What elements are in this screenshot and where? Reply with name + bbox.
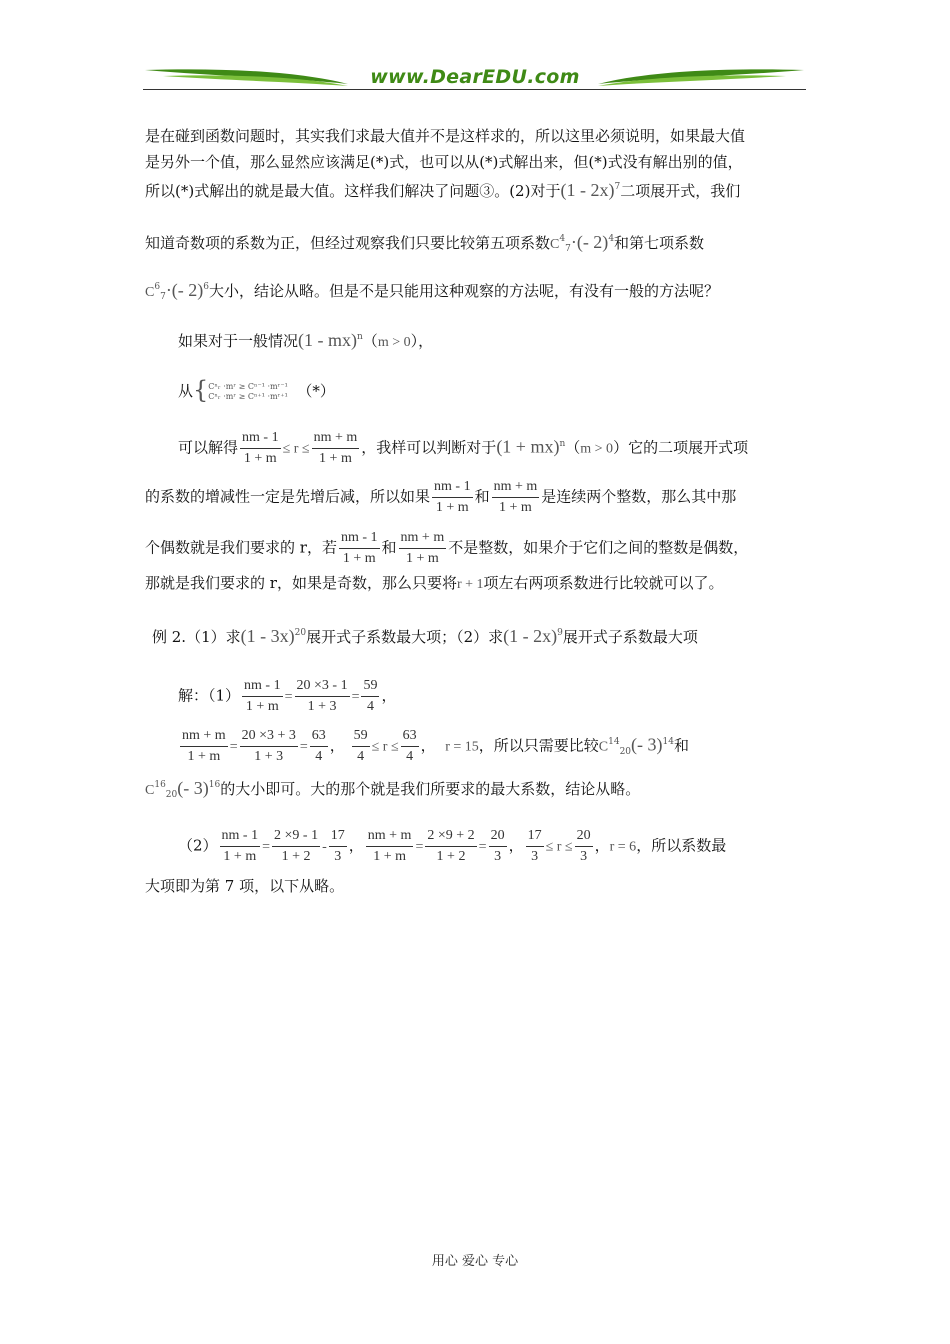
text: 项左右两项系数进行比较就可以了。 (483, 574, 724, 592)
denominator: 3 (494, 849, 502, 864)
text-line (145, 232, 704, 256)
text: 所以(*)式解出的就是最大值。这样我们解决了问题③。(2)对于 (145, 182, 561, 200)
denominator: 1 + m (499, 500, 532, 515)
fraction (352, 726, 370, 767)
text: 从 (178, 382, 194, 400)
text-line (145, 280, 719, 304)
text: （ (565, 438, 581, 457)
denominator: 1 + 2 (281, 849, 311, 864)
numerator: 63 (310, 726, 328, 747)
text: 展开式子系数最大项；（2）求 (306, 628, 504, 646)
math-combination: C (550, 237, 560, 252)
text-line (178, 330, 433, 354)
fraction (399, 528, 447, 569)
denominator: 3 (334, 849, 342, 864)
math-exponent: n (357, 332, 363, 342)
text: ）它的二项展开式项 (613, 438, 749, 457)
solution-line (178, 726, 689, 767)
numerator: nm + m (180, 726, 228, 747)
text: 和 (673, 736, 689, 755)
text-line (145, 573, 724, 595)
math-expression: (1 - mx) (298, 330, 357, 350)
text: 可以解得 (178, 438, 239, 457)
header-rule (143, 89, 806, 90)
denominator: 1 + m (223, 849, 257, 864)
fraction (295, 676, 350, 717)
text: ， (381, 686, 397, 705)
numerator: nm - 1 (242, 676, 283, 697)
numerator: nm - 1 (240, 428, 281, 449)
numerator: nm - 1 (220, 826, 261, 847)
math-expression: (- 3) (177, 778, 209, 798)
denominator: 1 + m (187, 749, 221, 764)
math-exponent: 20 (294, 628, 307, 638)
text: ）， (410, 332, 434, 350)
system-brace: { (193, 376, 209, 404)
text: （ (362, 332, 378, 350)
text: ， (508, 836, 524, 855)
math-expression: ·(- 2) (570, 232, 609, 252)
text: 展开式子系数最大项 (562, 628, 698, 646)
inequality-system (208, 382, 288, 402)
text: ， (594, 836, 610, 855)
math-exponent: 7 (614, 182, 621, 192)
text: 如果对于一般情况 (178, 332, 299, 350)
numerator: 20 ×3 + 3 (240, 726, 298, 747)
denominator: 4 (406, 749, 414, 764)
math-subscript: 7 (160, 292, 166, 302)
text: ，所以系数最 (636, 836, 727, 855)
denominator: 4 (357, 749, 365, 764)
fraction (242, 676, 283, 717)
math-expression: r = 15 (445, 739, 479, 755)
fraction (526, 826, 544, 867)
math-expression: ≤ r ≤ (545, 839, 573, 855)
text: （*） (297, 382, 335, 400)
numerator: 17 (526, 826, 544, 847)
denominator: 1 + m (319, 451, 352, 466)
math-operator: = (415, 839, 424, 855)
fraction (329, 826, 347, 867)
numerator: nm + m (366, 826, 414, 847)
denominator: 1 + 3 (254, 749, 284, 764)
denominator: 1 + m (435, 500, 469, 515)
denominator: 3 (580, 849, 588, 864)
text-line: 是在碰到函数问题时，其实我们求最大值并不是这样求的，所以这里必须说明，如果最大值 (145, 127, 746, 145)
math-expression: r + 1 (456, 577, 484, 592)
math-superscript: 16 (154, 780, 166, 790)
numerator: nm - 1 (339, 528, 380, 549)
text: 和 (474, 487, 490, 506)
math-operator: - (322, 839, 327, 855)
site-logo-text: www.DearEDU.com (370, 66, 580, 88)
math-exponent: 16 (208, 780, 221, 790)
math-expression: r = 6 (609, 839, 637, 855)
solution-line (178, 676, 397, 717)
text: 大小，结论从略。但是不是只能用这种观察的方法呢，有没有一般的方法呢？ (209, 282, 720, 300)
fraction (180, 726, 228, 767)
solution-line (145, 778, 640, 802)
math-combination: C (145, 285, 155, 300)
denominator: 3 (531, 849, 539, 864)
inequality-row: Cⁿᵣ ·mʳ ≥ Cⁿ⁻¹ ·mʳ⁻¹ (208, 382, 288, 391)
fraction (489, 826, 507, 867)
math-expression: m > 0 (580, 441, 614, 457)
fraction (312, 428, 360, 469)
math-superscript: 6 (154, 282, 161, 292)
math-operator: = (478, 839, 487, 855)
text: 不是整数，如果介于它们之间的整数是偶数， (448, 538, 749, 557)
math-subscript: 20 (619, 746, 632, 757)
numerator: 59 (352, 726, 370, 747)
numerator: nm + m (312, 428, 360, 449)
text: 二项展开式，我们 (620, 182, 741, 200)
fraction (361, 676, 379, 717)
text: ， (420, 736, 436, 755)
math-operator: = (351, 689, 360, 705)
text: ，所以只需要比较 (478, 736, 599, 755)
math-exponent: 4 (608, 234, 615, 244)
denominator: 1 + m (245, 699, 279, 714)
math-exponent: 9 (557, 628, 563, 638)
denominator: 1 + 2 (436, 849, 466, 864)
fraction (240, 428, 281, 469)
denominator: 4 (315, 749, 323, 764)
fraction (272, 826, 320, 867)
numerator: 20 (489, 826, 507, 847)
numerator: 2 ×9 + 2 (425, 826, 476, 847)
text: ， (348, 836, 364, 855)
fraction (425, 826, 476, 867)
denominator: 1 + m (342, 551, 376, 566)
text: 的系数的增减性一定是先增后减，所以如果 (145, 487, 431, 506)
text-line (145, 477, 736, 518)
fraction (220, 826, 261, 867)
fraction (310, 726, 328, 767)
math-subscript: 20 (165, 790, 178, 800)
math-expression: (1 + mx) (496, 436, 560, 457)
page-header (143, 64, 806, 94)
math-superscript: 14 (608, 736, 620, 747)
fraction (240, 726, 298, 767)
text: 的大小即可。大的那个就是我们所要求的最大系数，结论从略。 (220, 780, 641, 798)
text-line (145, 180, 740, 204)
math-operator: = (299, 739, 308, 755)
denominator: 1 + 3 (307, 699, 337, 714)
numerator: 20 (575, 826, 593, 847)
math-expression: m > 0 (377, 335, 411, 350)
text: 解：（1） (178, 686, 241, 705)
math-combination: C (145, 783, 155, 798)
text-line (145, 528, 748, 569)
fraction (366, 826, 414, 867)
text: 知道奇数项的系数为正，但经过观察我们只要比较第五项系数 (145, 234, 551, 252)
numerator: 59 (361, 676, 379, 697)
numerator: nm + m (399, 528, 447, 549)
math-expression: ·(- 2) (165, 280, 204, 300)
denominator: 4 (366, 699, 374, 714)
math-expression: ≤ r ≤ (371, 739, 399, 755)
fraction (401, 726, 419, 767)
text: （2） (178, 836, 218, 855)
text-line: 是另外一个值，那么显然应该满足(*)式，也可以从(*)式解出来，但(*)式没有解出别的值， (145, 153, 743, 171)
fraction (432, 477, 473, 518)
math-combination: C (598, 739, 609, 755)
text: 和第七项系数 (614, 234, 705, 252)
math-exponent: 14 (662, 736, 674, 747)
math-expression: (1 - 3x) (240, 626, 295, 646)
fraction (575, 826, 593, 867)
denominator: 1 + m (373, 849, 406, 864)
text-line (178, 378, 335, 402)
math-subscript: 7 (565, 244, 571, 254)
math-operator: = (262, 839, 271, 855)
math-exponent: 6 (203, 282, 210, 292)
fraction (492, 477, 540, 518)
example-heading (152, 626, 698, 650)
page-footer: 用心 爱心 专心 (431, 1254, 519, 1269)
text: ，我样可以判断对于 (361, 438, 497, 457)
math-expression: (1 - 2x) (560, 180, 615, 200)
math-exponent: n (559, 438, 566, 449)
denominator: 1 + m (243, 451, 277, 466)
math-expression: ≤ r ≤ (282, 441, 310, 457)
fraction (339, 528, 380, 569)
numerator: 20 ×3 - 1 (295, 676, 350, 697)
solution-line (178, 826, 726, 867)
solution-line: 大项即为第 7 项，以下从略。 (145, 877, 345, 895)
numerator: nm + m (492, 477, 540, 498)
text: 和 (381, 538, 397, 557)
math-superscript: 4 (559, 234, 566, 244)
text-line (178, 428, 748, 469)
text: 例 2.（1）求 (152, 628, 241, 646)
text: 那就是我们要求的 r，如果是奇数，那么只要将 (145, 574, 457, 592)
denominator: 1 + m (405, 551, 439, 566)
inequality-row: Cⁿᵣ ·mʳ ≥ Cⁿ⁺¹ ·mʳ⁺¹ (208, 392, 288, 401)
math-operator: = (229, 739, 238, 755)
numerator: nm - 1 (432, 477, 473, 498)
numerator: 17 (329, 826, 347, 847)
text: 是连续两个整数，那么其中那 (541, 487, 737, 506)
numerator: 2 ×9 - 1 (272, 826, 320, 847)
numerator: 63 (401, 726, 419, 747)
text: 个偶数就是我们要求的 r，若 (145, 538, 337, 557)
math-expression: (- 3) (631, 734, 663, 755)
math-expression: (1 - 2x) (503, 626, 558, 646)
text: ， (329, 736, 345, 755)
math-operator: = (284, 689, 293, 705)
